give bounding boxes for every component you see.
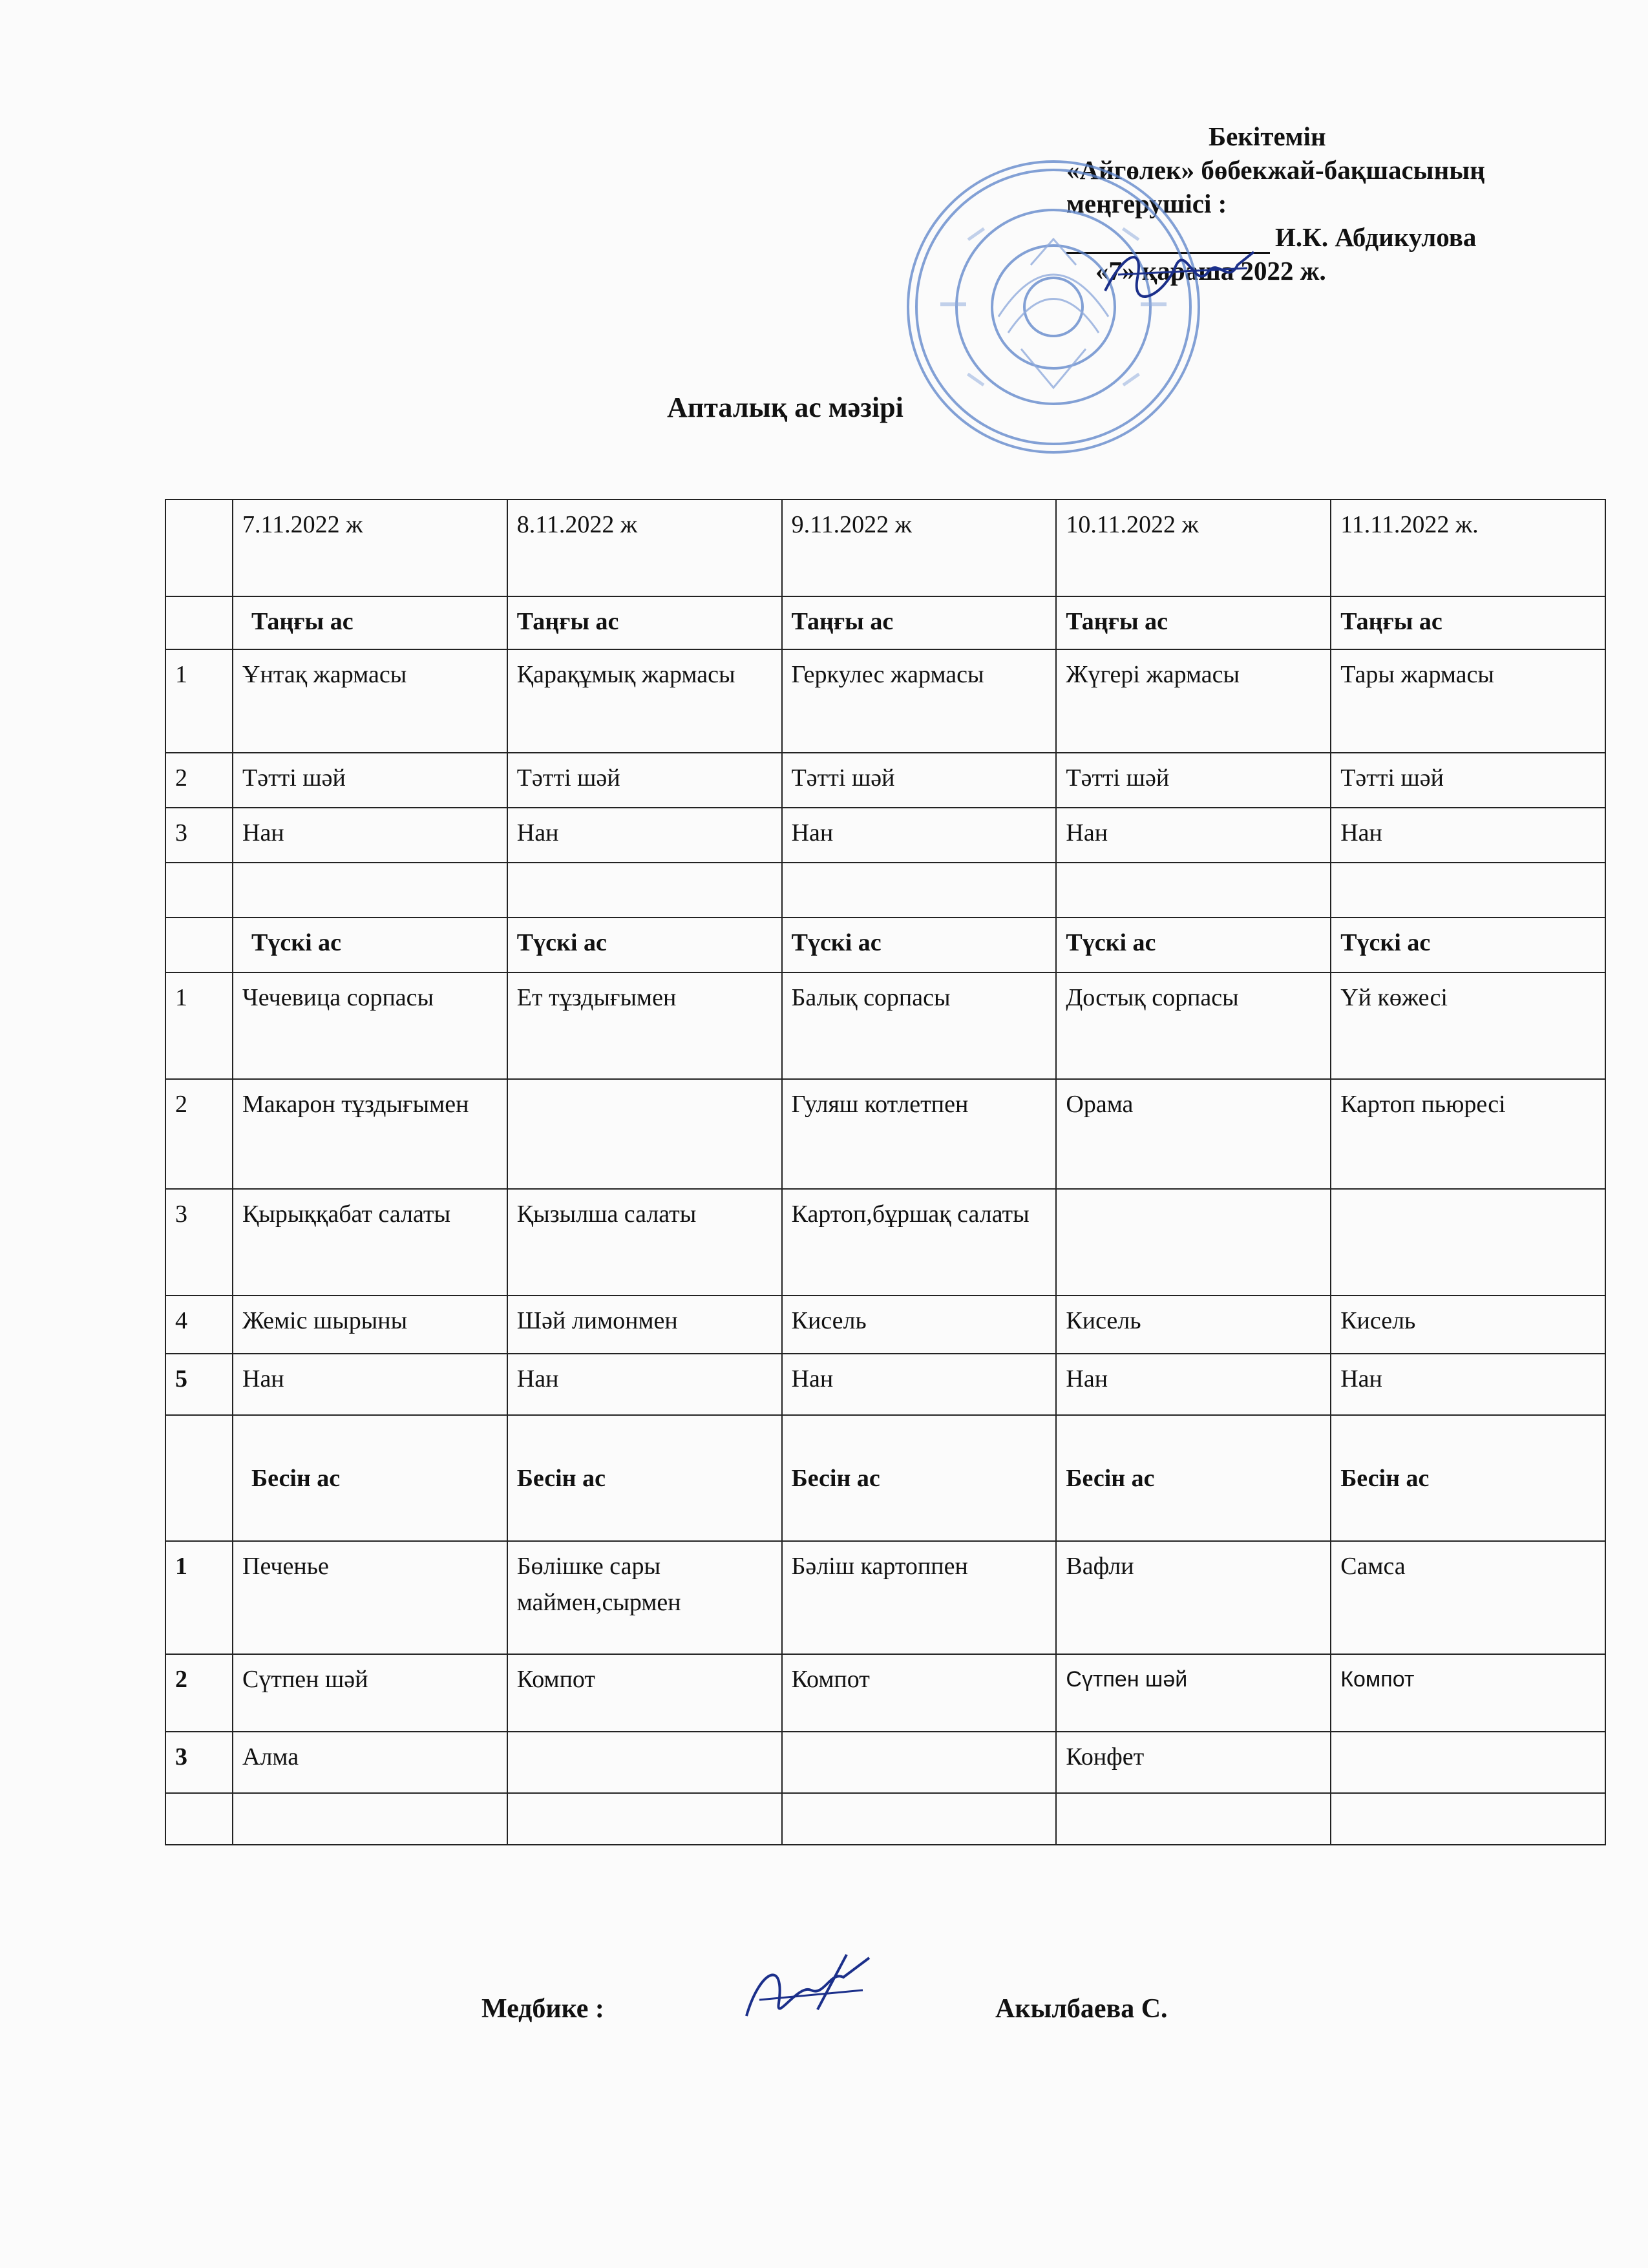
table-row [165, 1541, 1605, 1654]
meal-label: Бесін ас [1331, 1415, 1605, 1541]
menu-item: Нан [1331, 808, 1605, 863]
row-number: 3 [165, 1189, 233, 1296]
approval-date: «7» қараша 2022 ж. [1095, 256, 1326, 286]
row-number: 3 [165, 1732, 233, 1793]
menu-item: Нан [1331, 1354, 1605, 1415]
menu-item: Қарақұмық жармасы [507, 649, 782, 753]
document-title: Апталық ас мәзірі [667, 392, 903, 423]
menu-item: Алма [233, 1732, 507, 1793]
table-row [165, 1732, 1605, 1793]
nurse-label: Медбике : [481, 1994, 604, 2024]
menu-item: Достық сорпасы [1056, 972, 1331, 1079]
date-cell: 8.11.2022 ж [507, 499, 782, 596]
row-number: 1 [165, 972, 233, 1079]
menu-item: Компот [507, 1654, 782, 1732]
row-number: 2 [165, 753, 233, 808]
menu-item: Конфет [1056, 1732, 1331, 1793]
menu-item: Бәліш картоппен [782, 1541, 1057, 1654]
menu-item: Нан [233, 1354, 507, 1415]
date-cell: 10.11.2022 ж [1056, 499, 1331, 596]
menu-item: Макарон тұздығымен [233, 1079, 507, 1189]
menu-item: Жүгері жармасы [1056, 649, 1331, 753]
empty-cell [165, 596, 233, 649]
empty-row [165, 863, 1605, 918]
menu-item: Компот [1331, 1654, 1605, 1732]
menu-item: Тары жармасы [1331, 649, 1605, 753]
menu-item: Нан [782, 808, 1057, 863]
menu-item: Кисель [1331, 1296, 1605, 1354]
meal-label: Түскі ас [507, 918, 782, 972]
table-row [165, 1189, 1605, 1296]
table-row [165, 1079, 1605, 1189]
meal-label: Түскі ас [1331, 918, 1605, 972]
menu-item: Нан [1056, 808, 1331, 863]
meal-label: Таңғы ас [1331, 596, 1605, 649]
row-number: 3 [165, 808, 233, 863]
approver-signature [1099, 239, 1267, 310]
date-cell: 9.11.2022 ж [782, 499, 1057, 596]
table-row [165, 753, 1605, 808]
menu-item: Печенье [233, 1541, 507, 1654]
meal-label: Бесін ас [233, 1415, 507, 1541]
row-number: 1 [165, 1541, 233, 1654]
menu-item: Ұнтақ жармасы [233, 649, 507, 753]
nurse-name: Акылбаева С. [995, 1994, 1168, 2024]
meal-label: Түскі ас [1056, 918, 1331, 972]
menu-item: Тәтті шәй [1056, 753, 1331, 808]
menu-item: Нан [233, 808, 507, 863]
menu-item: Тәтті шәй [233, 753, 507, 808]
meal-label: Таңғы ас [782, 596, 1057, 649]
meal-label: Бесін ас [782, 1415, 1057, 1541]
empty-cell [165, 499, 233, 596]
menu-item: Нан [507, 808, 782, 863]
meal-label: Таңғы ас [233, 596, 507, 649]
snack-header-row [165, 1415, 1605, 1541]
menu-item: Чечевица сорпасы [233, 972, 507, 1079]
menu-item: Тәтті шәй [507, 753, 782, 808]
meal-label: Бесін ас [507, 1415, 782, 1541]
row-number: 4 [165, 1296, 233, 1354]
menu-item: Компот [782, 1654, 1057, 1732]
menu-item: Картоп,бұршақ салаты [782, 1189, 1057, 1296]
dates-row [165, 499, 1605, 596]
menu-item: Нан [782, 1354, 1057, 1415]
row-number: 5 [165, 1354, 233, 1415]
meal-label: Таңғы ас [1056, 596, 1331, 649]
menu-item: Тәтті шәй [1331, 753, 1605, 808]
table-row [165, 1654, 1605, 1732]
weekly-menu-table [165, 499, 1606, 1845]
menu-item: Қырыққабат салаты [233, 1189, 507, 1296]
breakfast-header-row [165, 596, 1605, 649]
menu-item [507, 1079, 782, 1189]
empty-cell [165, 1415, 233, 1541]
table-row [165, 808, 1605, 863]
menu-item: Орама [1056, 1079, 1331, 1189]
row-number: 1 [165, 649, 233, 753]
menu-item: Қызылша салаты [507, 1189, 782, 1296]
menu-item: Гуляш котлетпен [782, 1079, 1057, 1189]
menu-item: Картоп пьюресі [1331, 1079, 1605, 1189]
meal-label: Түскі ас [233, 918, 507, 972]
menu-item: Бөлішке сары маймен,сырмен [507, 1541, 782, 1654]
menu-item: Самса [1331, 1541, 1605, 1654]
menu-item: Кисель [782, 1296, 1057, 1354]
menu-item [1331, 1189, 1605, 1296]
menu-item [1331, 1732, 1605, 1793]
menu-item: Кисель [1056, 1296, 1331, 1354]
menu-item: Нан [507, 1354, 782, 1415]
approval-line-2: меңгерушісі : [1066, 189, 1227, 218]
menu-item: Геркулес жармасы [782, 649, 1057, 753]
menu-item [1056, 1189, 1331, 1296]
meal-label: Түскі ас [782, 918, 1057, 972]
menu-item: Ет тұздығымен [507, 972, 782, 1079]
meal-label: Таңғы ас [507, 596, 782, 649]
meal-label: Бесін ас [1056, 1415, 1331, 1541]
menu-item: Тәтті шәй [782, 753, 1057, 808]
lunch-header-row [165, 918, 1605, 972]
menu-item [782, 1732, 1057, 1793]
approval-line-1: «Айгөлек» бөбекжай-бақшасының [1066, 155, 1485, 185]
approver-name: И.К. Абдикулова [1275, 222, 1477, 252]
menu-item: Шәй лимонмен [507, 1296, 782, 1354]
approval-title: Бекітемін [1209, 121, 1326, 151]
date-cell: 11.11.2022 ж. [1331, 499, 1605, 596]
menu-item: Сүтпен шәй [233, 1654, 507, 1732]
nurse-signature [734, 1945, 882, 2035]
table-row [165, 1296, 1605, 1354]
empty-cell [165, 918, 233, 972]
table-row [165, 972, 1605, 1079]
menu-item: Сүтпен шәй [1056, 1654, 1331, 1732]
row-number: 2 [165, 1079, 233, 1189]
menu-item: Вафли [1056, 1541, 1331, 1654]
menu-item: Балық сорпасы [782, 972, 1057, 1079]
date-cell: 7.11.2022 ж [233, 499, 507, 596]
empty-row [165, 1793, 1605, 1845]
table-row [165, 649, 1605, 753]
menu-item: Үй көжесі [1331, 972, 1605, 1079]
menu-item: Нан [1056, 1354, 1331, 1415]
menu-item [507, 1732, 782, 1793]
table-row [165, 1354, 1605, 1415]
menu-item: Жеміс шырыны [233, 1296, 507, 1354]
row-number: 2 [165, 1654, 233, 1732]
